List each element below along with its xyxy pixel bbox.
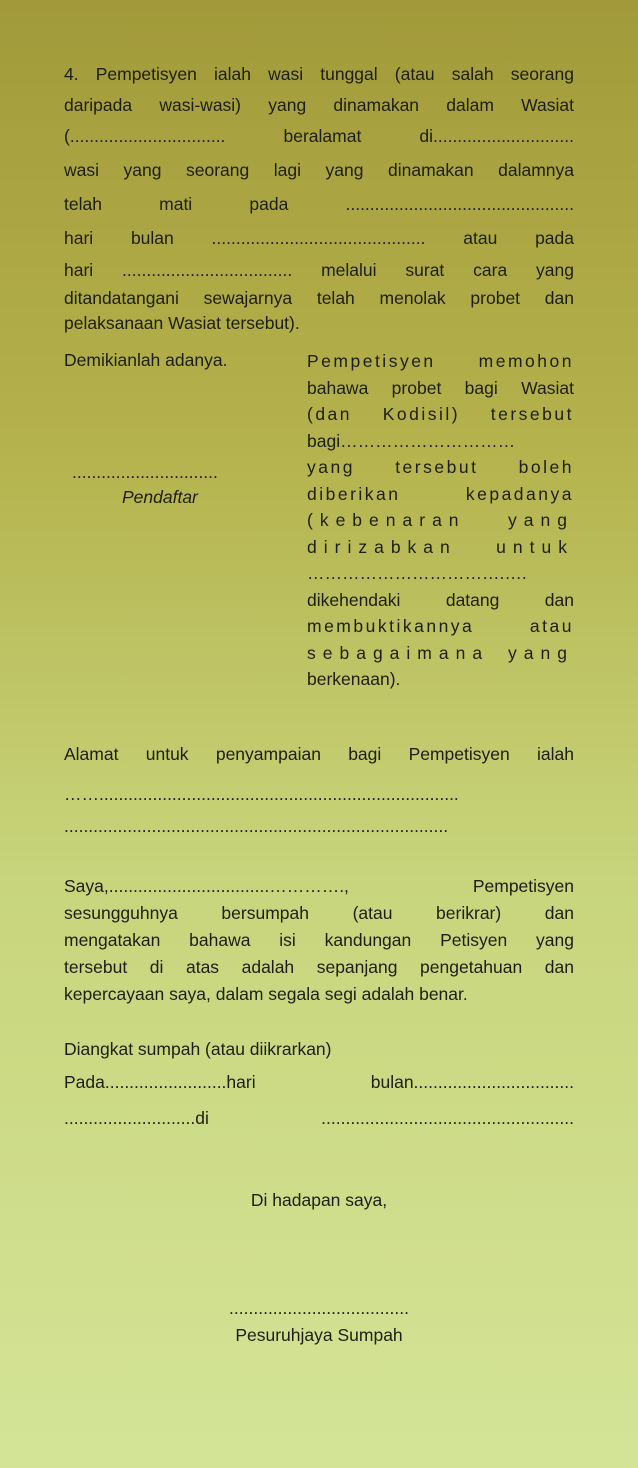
- registrar-label: Pendaftar: [122, 487, 198, 507]
- request-line: dirizabkan untuk: [307, 536, 574, 557]
- address-label: Alamat untuk penyampaian bagi Pempetisyen ialah: [64, 744, 574, 764]
- request-line: membuktikannya atau: [307, 616, 574, 636]
- item-4-line: pelaksanaan Wasiat tersebut).: [64, 313, 300, 333]
- request-line: sebagaimana yang: [307, 642, 574, 663]
- commissioner-title: Pesuruhjaya Sumpah: [235, 1325, 403, 1345]
- item-4-line: (................................ beralamat di.............................: [64, 126, 574, 146]
- item-4-line: hari ................................... melalui surat cara yang: [64, 260, 574, 280]
- oath-line: sesungguhnya bersumpah (atau berikrar) dan: [64, 903, 574, 923]
- registrar-signature-line: ..............................: [72, 462, 218, 482]
- oath-line: kepercayaan saya, dalam segala segi adalah benar.: [64, 984, 468, 1004]
- address-line-2: ...............................................................................: [64, 816, 449, 836]
- request-line: bahawa probet bagi Wasiat: [307, 377, 574, 398]
- before-me-text: Di hadapan saya,: [250, 1190, 388, 1210]
- document-page: [64, 0, 574, 1468]
- closing-text: Demikianlah adanya.: [64, 350, 228, 370]
- request-line: dikehendaki datang dan: [307, 589, 574, 610]
- request-line: (dan Kodisil) tersebut: [307, 404, 574, 424]
- request-line: Pempetisyen memohon: [307, 351, 574, 371]
- item-4-line: daripada wasi-wasi) yang dinamakan dalam Wasiat: [64, 95, 574, 115]
- item-4-line: hari bulan ............................................ atau pada: [64, 228, 574, 248]
- item-4-line: ditandatangani sewajarnya telah menolak probet dan: [64, 288, 574, 308]
- item-4-line: wasi yang seorang lagi yang dinamakan dalamnya: [64, 160, 574, 180]
- oath-line: tersebut di atas adalah sepanjang pengetahuan dan: [64, 957, 574, 977]
- petition-request-column: [307, 348, 574, 693]
- request-line: yang tersebut boleh: [307, 457, 574, 477]
- request-line: bagi…………………………: [307, 430, 516, 451]
- oath-line: mengatakan bahawa isi kandungan Petisyen yang: [64, 930, 574, 950]
- item-4-line: 4. Pempetisyen ialah wasi tunggal (atau salah seorang: [64, 64, 574, 84]
- address-line-1: ……..........................................................................: [64, 784, 459, 804]
- request-line: berkenaan).: [307, 669, 401, 689]
- sworn-heading: Diangkat sumpah (atau diikrarkan): [64, 1039, 332, 1059]
- item-4-line: telah mati pada ...............................................: [64, 194, 574, 214]
- commissioner-signature-line: .....................................: [229, 1298, 409, 1318]
- sworn-date-line: Pada.........................hari bulan.................................: [64, 1072, 574, 1092]
- sworn-place-line: ...........................di ....................................................: [64, 1108, 574, 1128]
- request-line: (kebenaran yang: [307, 510, 574, 530]
- oath-line: Saya,.................................…………., Pempetisyen: [64, 876, 574, 896]
- request-line: …………………………….….: [307, 563, 527, 583]
- request-line: diberikan kepadanya: [307, 483, 574, 504]
